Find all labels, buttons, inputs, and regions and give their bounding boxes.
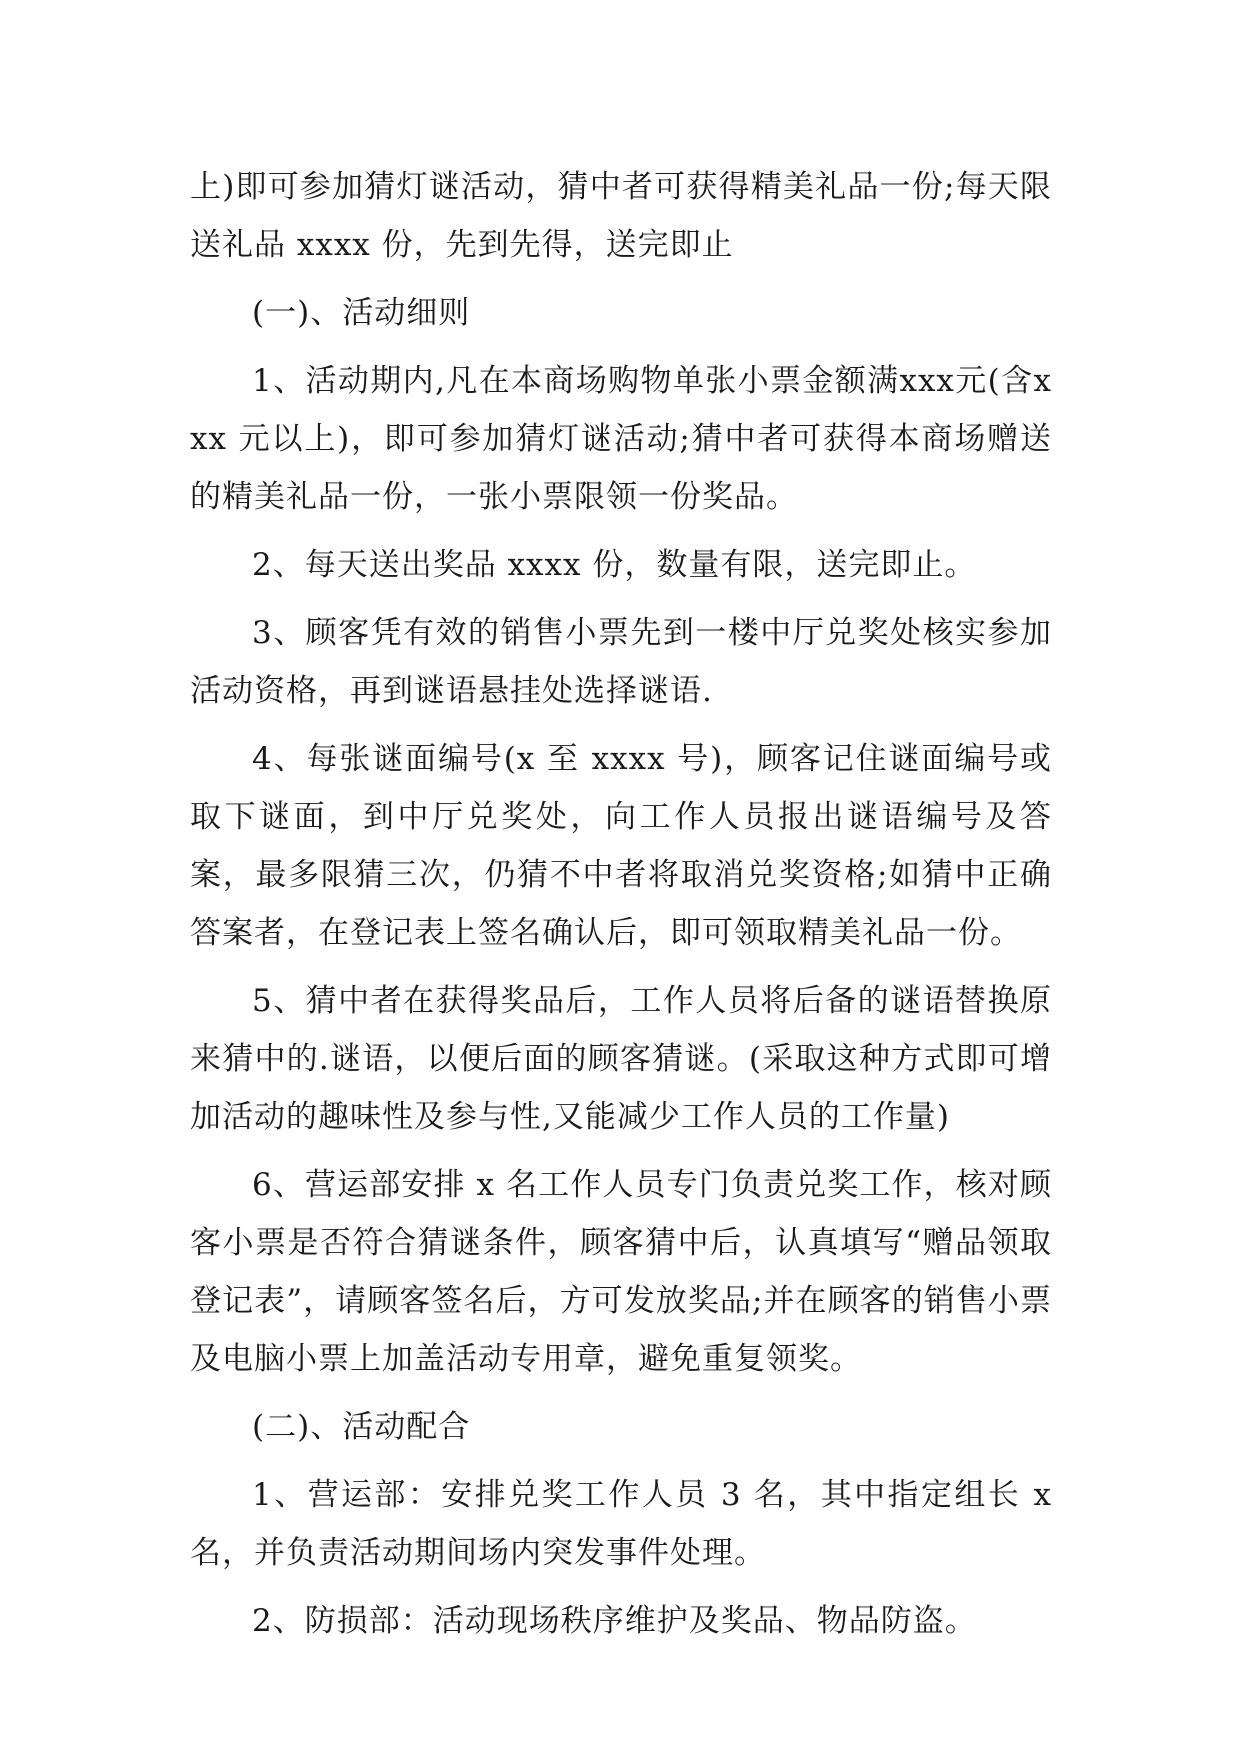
rule-item-5: 5、猜中者在获得奖品后，工作人员将后备的谜语替换原来猜中的.谜语，以便后面的顾客猜谜。(采取这种方式即可增加活动的趣味性及参与性,又能减少工作人员的工作量)	[190, 983, 1052, 1135]
section-heading-activity-coordination: (二)、活动配合	[252, 1409, 471, 1445]
coordination-item-2: 2、防损部：活动现场秩序维护及奖品、物品防盗。	[252, 1603, 977, 1639]
rule-item-3: 3、顾客凭有效的销售小票先到一楼中厅兑奖处核实参加活动资格，再到谜语悬挂处选择谜语.	[190, 615, 1052, 709]
coordination-item-1: 1、营运部：安排兑奖工作人员 3 名，其中指定组长 x 名，并负责活动期间场内突发事件处理。	[190, 1477, 1052, 1571]
rule-item-4: 4、每张谜面编号(x 至 xxxx 号)，顾客记住谜面编号或取下谜面，到中厅兑奖处，向工作人员报出谜语编号及答案，最多限猜三次，仍猜不中者将取消兑奖资格;如猜中正确答案者，在登记表上签名确认后，即可领取精美礼品一份。	[190, 741, 1052, 951]
rule-item-1: 1、活动期内,凡在本商场购物单张小票金额满xxx元(含xxx 元以上)，即可参加猜灯谜活动;猜中者可获得本商场赠送的精美礼品一份，一张小票限领一份奖品。	[190, 363, 1052, 515]
paragraph-intro-continuation: 上)即可参加猜灯谜活动，猜中者可获得精美礼品一份;每天限送礼品 xxxx 份，先到先得，送完即止	[190, 169, 1052, 263]
rule-item-6: 6、营运部安排 x 名工作人员专门负责兑奖工作，核对顾客小票是否符合猜谜条件，顾客猜中后，认真填写“赠品领取登记表”，请顾客签名后，方可发放奖品;并在顾客的销售小票及电脑小票上加盖活动专用章，避免重复领奖。	[190, 1167, 1052, 1377]
section-heading-activity-rules: (一)、活动细则	[252, 295, 471, 331]
rule-item-2: 2、每天送出奖品 xxxx 份，数量有限，送完即止。	[252, 547, 977, 583]
document-body	[190, 158, 1052, 1660]
